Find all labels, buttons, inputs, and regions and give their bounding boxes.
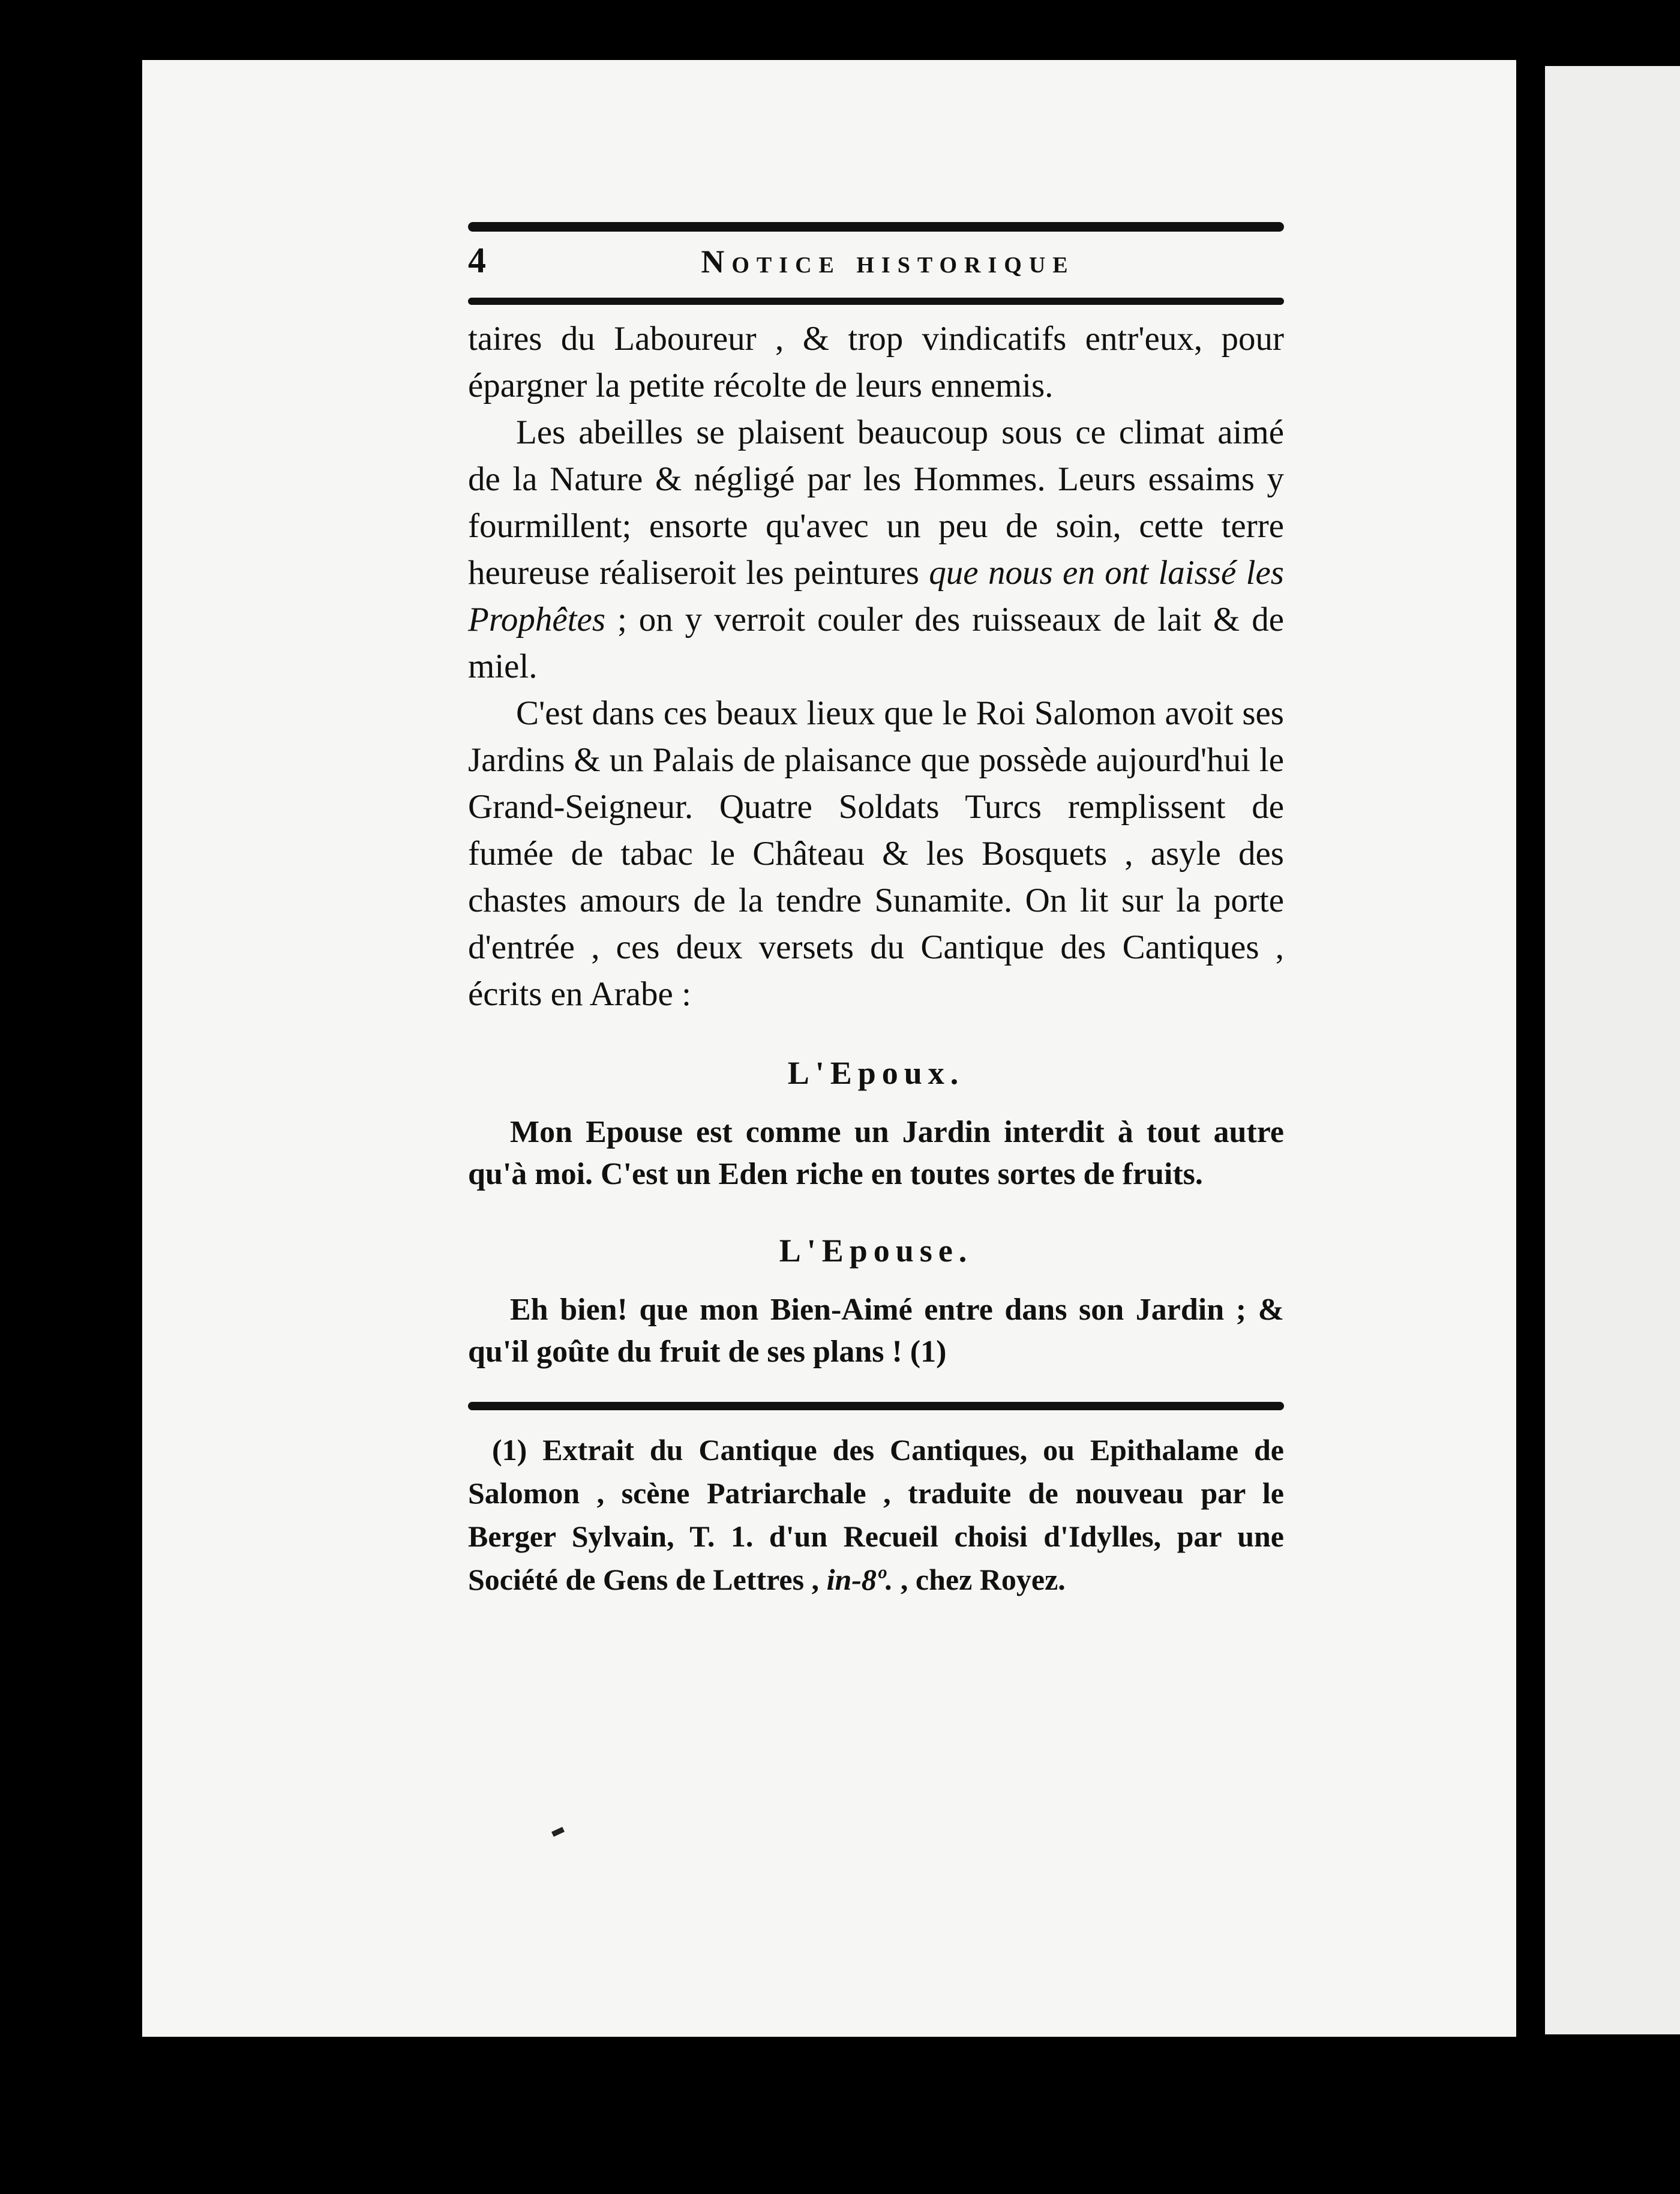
body-paragraph-2 — [468, 409, 1284, 690]
verse-epoux: Mon Epouse est comme un Jardin interdit à tout autre qu'à moi. C'est un Eden riche en toutes sortes de fruits. — [468, 1115, 1284, 1191]
paragraph-2-text-end: ; on y verroit couler des ruisseaux de lait & de miel. — [468, 601, 1284, 685]
footnote-italic: in-8º. — [826, 1563, 893, 1596]
footnote-text: (1) Extrait du Cantique des Cantiques, ou Epithalame de Salomon , scène Patriarchale , traduite de nouveau par le Berger Sylvain, T. 1. d'un Recueil choisi d'Idylles, par une Société de Gens de Lettres , — [468, 1433, 1284, 1596]
footnote — [468, 1428, 1284, 1601]
paragraph-2-italic: que nous en ont laissé les Prophêtes — [468, 554, 1284, 639]
header-rule-top — [468, 222, 1284, 232]
footnote-rule — [468, 1402, 1284, 1410]
verse-speaker-epoux: L'Epoux. — [787, 1055, 965, 1091]
footnote-text-end: , chez Royez. — [893, 1563, 1066, 1596]
body-paragraph-1: taires du Laboureur , & trop vindicatifs entr'eux, pour épargner la petite récolte de leurs ennemis. — [468, 320, 1284, 404]
verse-epouse: Eh bien! que mon Bien-Aimé entre dans son Jardin ; & qu'il goûte du fruit de ses plans ! (1) — [468, 1293, 1284, 1369]
paragraph-2-text: Les abeilles se plaisent beaucoup sous ce climat aimé de la Nature & négligé par les Hommes. Leurs essaims y fourmillent; ensorte qu'avec un peu de soin, cette terre heureuse réaliseroit les peintures — [468, 413, 1284, 592]
body-paragraph-3: C'est dans ces beaux lieux que le Roi Salomon avoit ses Jardins & un Palais de plaisance que possède aujourd'hui le Grand-Seigneur. Quatre Soldats Turcs remplissent de fumée de tabac le Château & les Bosquets , asyle des chastes amours de la tendre Sunamite. On lit sur la porte d'entrée , ces deux versets du Cantique des Cantiques , écrits en Arabe : — [468, 694, 1284, 1013]
running-title: Notice historique — [701, 244, 1075, 280]
page-number: 4 — [468, 241, 486, 280]
header-rule-bottom — [468, 298, 1284, 305]
page-header — [468, 240, 1284, 298]
page-text-block — [468, 222, 1284, 1601]
facing-page-edge — [1545, 66, 1680, 2034]
verse-speaker-epouse: L'Epouse. — [779, 1233, 973, 1269]
